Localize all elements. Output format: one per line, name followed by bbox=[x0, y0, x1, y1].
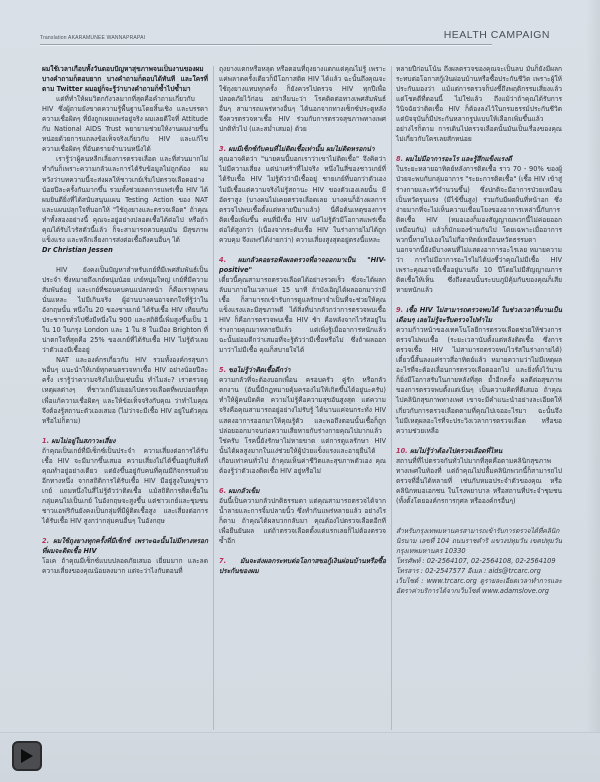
myth-heading-3: 3. ผมมีเซ็กซ์กับคนที่ไม่ติดเชื้อเท่านั้น ผมไม่ติดหรอกน่า bbox=[219, 145, 375, 154]
intro-paragraph: เรารู้ว่าผู้คนหลีกเลี่ยงการตรวจเลือด และที่ส่วนมากไม่ทำกันก็เพราะความกลัวและการได้รับข้อมูลไม่ถูกต้อง ผมหวังว่าบทความนี้จะส่งผลให้ชาวเกย์เริ่มไปตรวจเลือดอย่างน้อยปีละครั้งกันมากขึ้น รวมทั้งช่วยลดการแพร่เชื้อ HIV ได้ ผมยินดียิ่งที่ได้สนับสนุนแผน Testing Action ของ NAT และแผนปลุกใจที่บอกให้ "ใช้ถุงยางและตรวจเลือด" ถ้าคุณทำทั้งสองอย่างนี้ คุณจะอยู่อย่างปลอดเชื้อได้ต่อไป หรือถ้าคุณได้รับไวรัสตัวนี้แล้ว ก็จะสามารถควบคุมมัน มีสุขภาพแข็งแรง และหลีกเลี่ยงการส่งต่อเชื้อถึงคนอื่นๆ ได้ bbox=[42, 155, 208, 244]
viewer-bottom-band bbox=[0, 732, 600, 782]
myth-heading-8: 8. ผมไม่มีอาการอะไร และรู้สึกแข็งแรงดี bbox=[396, 155, 512, 164]
myth-body-1: ถ้าคุณเป็นเกย์ที่มีเซ็กซ์เป็นประจำ ความเสี่ยงต่อการได้รับเชื้อ HIV จะมีมากขึ้นเสมอ ความเสี่ยงไม่ได้ขึ้นอยู่กับสิ่งที่คุณทำอยู่อย่างเดียว แต่ยังขึ้นอยู่กับคนที่คุณมีกิจกรรมด้วยอีกทางหนึ่ง จากสถิติการได้รับเชื้อ HIV มีอยู่สูงในหมู่ชาวเกย์ แถมหนึ่งในสี่ไม่รู้ตัวว่าติดเชื้อ แม้สถิติการติดเชื้อในกลุ่มคนไม่เป็นเกย์ ในอังกฤษจะสูงขึ้น แต่ชาวเกย์และชุมชนชาวแอฟริกันยังคงเป็นกลุ่มที่มีผู้ติดเชื้อสูง และเสี่ยงต่อการได้รับเชื้อ HIV สูงกว่ากลุ่มคนอื่นๆ ในอังกฤษ bbox=[42, 446, 208, 526]
myth-body-9: ความก้าวหน้าของเทคโนโลยีการตรวจเลือดช่วยให้ช่วงการตรวจไม่พบเชื้อ (ระยะเวลานับตั้งแต่หลังติดเชื้อ ซึ่งการตรวจเชื้อ HIV ไม่สามารถตรวจพบไวรัสในร่างกายได้) เดี๋ยวนี้สั้นลงแค่ราวสี่อาทิตย์แล้ว หมายความว่าไม่มีเหตุผลอะไรที่จะต้องเลื่อนการตรวจเลือดออกไป และยิ่งทิ้งไว้นาน ก็ยิ่งมีโอกาสรับในภายหลังที่สุด ย้ำอีกครั้ง ผลดีต่อสุขภาพของการตรวจพบตั้งแต่เนิ่นๆ เป็นความคิดที่ดีเสมอ ถ้าคุณไปคลินิกสุขภาพทางเพศ เขาจะมีคำแนะนำอย่างละเอียดให้เกี่ยวกับการตรวจเลือดตามที่คุณไปเจออะไรมา ฉะนั้นจึงไม่มีเหตุผลอะไรที่จะประวิงเวลาการตรวจเลือด หรือขอความช่วยเหลือ bbox=[396, 326, 562, 435]
myth-body-4: เดี๋ยวนี้คุณสามารถตรวจเลือดได้อย่างรวดเร็ว ซึ่งจะได้ผลกลับมาภายในเวลาแค่ 15 นาที ถ้าบังเอิญได้ผลออกมาว่ามีเชื้อ ก็สามารถเข้ารับการดูแลรักษาจำเป็นที่จะช่วยให้คุณแข็งแรงและมีสุขภาพดี ได้สิ่งที่น่ากลัวกว่าการตรวจพบเชื้อ HIV ก็คือการตรวจพบเชื้อ HIV ช้า คือหลังจากไวรัสอยู่ในร่างกายคุณมาหลายปีแล้ว แต่เพิ่งรู้เมื่ออาการหนักแล้ว ฉะนั้นย่อมดีกว่าเสมอที่จะรู้ตัวว่ามีเชื้อหรือไม่ ซึ่งถ้าผลออกมาว่าไม่มีเชื้อ คุณก็สบายใจได้ bbox=[219, 275, 386, 355]
section-title: HEALTH CAMPAIGN bbox=[443, 29, 550, 41]
myth-heading-1: 1. ผมไม่อยู่ในสภาวะเสี่ยง bbox=[42, 436, 116, 445]
article-column-2 bbox=[219, 64, 386, 576]
myth-body-3: คุณอาจคิดว่า "นายคนนี้บอกเราว่าเขาไม่ติดเชื้อ" จึงคิดว่าไม่มีความเสี่ยง แต่น่าเศร้าที่ไม่จริง หนึ่งในสี่ของชาวเกย์ที่ได้รับเชื้อ HIV ไม่รู้ตัวว่ามีเชื้ออยู่ ชายเกย์ที่บอกว่าตัวเองไม่มีเชื้อแต่ความจริงไม่รู้สถานะ HIV ของตัวเองเลยนั้น มีอัตราสูง (บางคนไม่เคยตรวจเลือดเลย บางคนก็อ้างผลการตรวจไปพบเชื้อตั้งแต่หลายปีมาแล้ว) นี่คือต้นเหตุของการติดเชื้อเพิ่มขึ้น คนที่มีเชื้อ HIV แต่ไม่รู้ตัวมีโอกาสแพร่เชื้อต่อได้สูงกว่า (เนื่องจากระดับเชื้อ HIV ในร่างกายไม่ได้ถูกควบคุม จึงแพร่ได้ง่ายกว่า) ความเสี่ยงสูงสุดอยู่ตรงนี้แหละ bbox=[219, 155, 386, 244]
intro-paragraph: แต่ที่ทำให้ผมวิตกกังวลมากที่สุดคือคำถามเกี่ยวกับ HIV ซึ่งผู้ถามยังขาดความรู้พื้นฐานโดยสิ้นเชิง และบรรดาความเชื่อผิดๆ ที่ยังถูกเผยแพร่อยู่จริง ผมเลยดีใจที่ Attitude กับ National AIDS Trust พยายามช่วยให้งานผมง่ายขึ้นหน่อยด้วยการแถลงข้อเท็จจริงเกี่ยวกับ HIV และแก้ไขความเชื่อผิดๆ ที่อันตรายจำนวนหนึ่งได้ bbox=[42, 95, 208, 154]
translation-credit: Translation AKARAMUNEE WANNAPRAPAI bbox=[40, 35, 146, 41]
page-edge-shadow bbox=[586, 0, 600, 781]
myth-heading-6: 6. ผมกลัวเข็ม bbox=[219, 486, 260, 495]
myth-body-2: โอเค ถ้าคุณมีเซ็กซ์แบบปลอดภัยเสมอ เยี่ยมมาก และลดความเสี่ยงของคุณน้อยลงมาก แต่จะว่าไงกับตอนที่ bbox=[42, 557, 208, 576]
myth-body-6: อันนี้เป็นความกลัวปกติธรรมดา แต่คุณสามารถตรวจได้จากน้ำลายและการจิ้มปลายนิ้ว ซึ่งทำกันแพร่หลายแล้ว อย่างไรก็ตาม ถ้าคุณได้ผลบวกกลับมา คุณต้องไปตรวจเลือดอีกทีเพื่อยืนยันผล แต่ถ้าตรวจเลือดตั้งแต่แรกเลยก็ไม่ต้องตรวจซ้ำอีก bbox=[219, 496, 386, 546]
myth-heading-4: 4. ผมกลัวคอยรอฟังผลตรวจที่อาจออกมาเป็น "HIV-positive" bbox=[219, 255, 386, 274]
myth-heading-2: 2. ผมใช้ถุงยางทุกครั้งที่มีเซ็กซ์ เพราะฉะนั้นไม่มีทางหรอกที่ผมจะติดเชื้อ HIV bbox=[42, 537, 209, 556]
myth-body-8: ในระยะหลายอาทิตย์หลังการติดเชื้อ ราว 70 - 90% ของผู้ป่วยจะพบกับกลุ่มอาการ "ระยะการติดเชื้อ" (เชื้อ HIV เข้าสู่ร่างกายและทวีจำนวนขึ้น) ซึ่งปกติจะมีอาการป่วยเหมือนเป็นหวัดรุนแรง (มีไข้ขึ้นสูง) ร่วมกับมีผดผื่นที่หน้าอก ซึ่งง่ายมากที่จะไม่เห็นความเชื่อมโยงของอาการเหล่านี้กับการติดเชื้อ HIV (หมอเองก็มองสัญญาณพวกนี้ไม่ค่อยออกเหมือนกัน) แล้วก็มักมองข้ามกันไป โดยเฉพาะเมื่ออาการพวกนี้หายไปเองในไม่กี่อาทิตย์เหมือนหวัดธรรมดา นอกจากนี้ยังมีบางคนที่ไม่แสดงอาการอะไรเลย หมายความว่า การไม่มีอาการอะไรไม่ได้บ่งชี้ว่าคุณไม่มีเชื้อ HIV เพราะคุณอาจมีเชื้ออยู่นานถึง 10 ปีโดยไม่มีสัญญาณการติดเชื้อให้เห็น ซึ่งถึงตอนนั้นระบบภูมิคุ้มกันของคุณก็เสียหายหนักแล้ว bbox=[396, 165, 562, 294]
myth-body-10: สถานที่ที่ไปตรวจกันทั่วไปมากที่สุดคือตามคลินิกสุขภาพทางเพศในท้องที่ แต่ถ้าคุณไม่ปลื้มคลินิกพวกนี้ก็สามารถไปตรวจที่อื่นได้หลายที่ เช่นกับหมอประจำตัวของคุณ หรือคลินิกหมอเอกชน ในโรงพยาบาล หรือสถานที่ประจำชุมชน (ทั้งตั้งโดยองค์กรการกุศล หรือองค์กรอื่นๆ) bbox=[396, 456, 562, 505]
column-divider bbox=[213, 66, 214, 730]
contact-website: เว็บไซต์ : www.trcarc.org ดูรายละเอียดเวลาทำการและอัตราค่าบริการได้จากเว็บไซต์ www.adamslove.org bbox=[396, 577, 562, 596]
myth-heading-7: 7. มันจะส่งผลกระทบต่อโอกาสขอกู้เงินผ่อนบ้านหรือซื้อประกันของผม bbox=[219, 557, 386, 576]
article-column-1 bbox=[42, 64, 208, 576]
myth-body-5: ความกลัวที่จะต้องบอกเพื่อน ครอบครัว คู่รัก หรือกลัวตกงาน (อันนี้มีกฎหมายคุ้มครองไม่ให้เกิดขึ้นได้อยู่นะครับ) ทำให้ผู้คนบิดคิด ความไม่รู้คือความสุขอันสูงสุด แต่ความจริงคือคุณสามารถอยู่อย่างไม่รับรู้ ได้นานแค่จนกระทั่ง HIV แสดงอาการออกมาให้คุณรู้ตัว และพอถึงตอนนั้นเชื้อก็ถูกปล่อยออกมาจนก่อความเสียหายกับร่างกายคุณไปมากแล้ว ใช่ครับ โรคนี้ยังรักษาไม่หายขาด แต่การดูแลรักษา HIV นั้นได้ผลสูงมากในแง่ช่วยให้ผู้ป่วยแข็งแรงและอายุยืนได้เกือบเท่าคนทั่วไป ถ้าคุณเห็นค่าชีวิตและสุขภาพตัวเอง คุณต้องรู้ว่าตัวเองติดเชื้อ HIV อยู่หรือไม่ bbox=[219, 376, 386, 475]
column-divider bbox=[391, 66, 392, 730]
contact-fax-email: โทรสาร : 02-2547577 อีเมล : aids@trcarc.org bbox=[396, 567, 541, 576]
header-divider bbox=[40, 44, 492, 45]
play-button[interactable] bbox=[12, 741, 42, 771]
author-byline: Dr Christian Jessen bbox=[42, 245, 113, 254]
play-icon bbox=[20, 748, 34, 764]
contact-phone: โทรศัพท์ : 02-2564107, 02-2564108, 02-2564109 bbox=[396, 557, 556, 566]
article-column-3 bbox=[396, 64, 562, 596]
intro-paragraph: ผมใช้เวลาเกือบทั้งวันตอบปัญหาสุขภาพจนเป็นงานของผม บางคำถามก็ตอบยาก บางคำถามก็ตอบได้ทันที และใครที่ตาม Twitter ผมอยู่ก็จะรู้ว่าบางคำถามก็ซ้ำไปซ้ำมา bbox=[42, 65, 208, 94]
myth-heading-9: 9. เชื้อ HIV ไม่สามารถตรวจพบได้ ในช่วงเวลาที่นานเป็นเดือนๆ เลยไม่รู้จะรีบตรวจไปทำไม bbox=[396, 306, 562, 325]
myth-heading-5: 5. ขอไม่รู้ว่าติดเชื้อดีกว่า bbox=[219, 366, 291, 375]
body-paragraph: หลายปีก่อนโน้น ถึงผลตรวจของคุณจะเป็นลบ มันก็ยังมีผลกระทบต่อโอกาสกู้เงินผ่อนบ้านหรือซื้อประกันชีวิต เพราะผู้ให้ประกันมองว่า แม้แต่การตรวจก็บ่งชี้ถึงพฤติกรรมเสี่ยงแล้ว แต่โชคดีที่ตอนนี้ ไม่ใช่แล้ว ถึงแม้ว่าถ้าคุณได้รับการวินิจฉัยว่าติดเชื้อ HIV ก็ต้องลงไว้ในกรมธรรม์ประกันชีวิต แต่ปัจจุบันก็มีประกันหลากรูปแบบให้เลือกเพิ่มขึ้นแล้ว อย่างไรก็ตาม การเดินไปตรวจเลือดนั้นมันเป็นเรื่องของคุณ ไม่เกี่ยวกับใครเลยสักหน่อย bbox=[396, 65, 562, 144]
body-paragraph: NAT และองค์กรเกี่ยวกับ HIV รวมทั้งองค์กรสุขภาพอื่นๆ แนะนำให้เกย์ทุกคนตรวจหาเชื้อ HIV อย่างน้อยปีละครั้ง เรารู้ว่าความจริงไม่เป็นเช่นนั้น ทำไมล่ะ? เราตรวจดูเหตุผลต่างๆ ที่ชาวเกย์ไม่ยอมไปตรวจเลือดที่พบบ่อยที่สุด เพื่อแก้ความเชื่อผิดๆ และให้ข้อเท็จจริงกับคุณ ว่าทำไมคุณจึงต้องรู้สถานะตัวเองเสมอ (ไม่ว่าจะมีเชื้อ HIV อยู่ในตัวคุณหรือไม่ก็ตาม) bbox=[42, 356, 208, 425]
body-paragraph: ถุงยางแตกหรือหลุด หรือตอนที่ถุงยางแตกแต่คุณไม่รู้ เพราะแค่พลาดครั้งเดียวก็มีโอกาสติด HIV ได้แล้ว ฉะนั้นถึงคุณจะใช้ถุงยางแทบทุกครั้ง ก็ยังควรไปตรวจ HIV ทุกปีเพื่อปลอดภัยไว้ก่อน อย่าลืมนะว่า โรคติดต่อทางเพศสัมพันธ์อื่นๆ สามารถแพร่ทางอื่นๆ ได้นอกจากทางเซ็กซ์ประตูหลัง จึงควรตรวจหาเชื้อ HIV ร่วมกับการตรวจสุขภาพทางเพศปกติทั่วไป (และสม่ำเสมอ) ด้วย bbox=[219, 65, 386, 134]
body-paragraph: HIV ยังคงเป็นปัญหาสำหรับเกย์ที่มีเพศสัมพันธ์เป็นประจำ ซึ่งหมายถึงเกย์หนุ่มน้อย เกย์หนุ่มใหญ่ เกย์ที่มีความสัมพันธ์อยู่ และเกย์ที่ชอบคบคนแปลกหน้า ก็คือเราทุกคนนั่นแหละ ไม่มีเกินจริง ผู้อ่านบางคนอาจตกใจที่รู้ว่าในอังกฤษนั้น หนึ่งใน 20 ของชายเกย์ ได้รับเชื้อ HIV เทียบกับประชากรทั่วไปซึ่งมีหนึ่งใน 900 และสถิตินี้เพิ่มสูงขึ้นเป็น 1 ใน 10 ในกรุง London และ 1 ใน 8 ในเมือง Brighton ที่น่าตกใจที่สุดคือ 25% ของเกย์ที่ได้รับเชื้อ HIV ไม่รู้ตัวเลยว่าตัวเองมีเชื้ออยู่ bbox=[42, 265, 208, 355]
myth-heading-10: 10. ผมไม่รู้ว่าต้องไปตรวจเลือดที่ไหน bbox=[396, 446, 503, 455]
contact-address: สำหรับกรุงเทพมหานครสามารถเข้ารับการตรวจได้ที่คลินิกนิรนาม เลขที่ 104 ถนนราชดำริ แขวงปทุมวัน เขตปทุมวัน กรุงเทพมหานคร 10330 bbox=[396, 526, 562, 556]
